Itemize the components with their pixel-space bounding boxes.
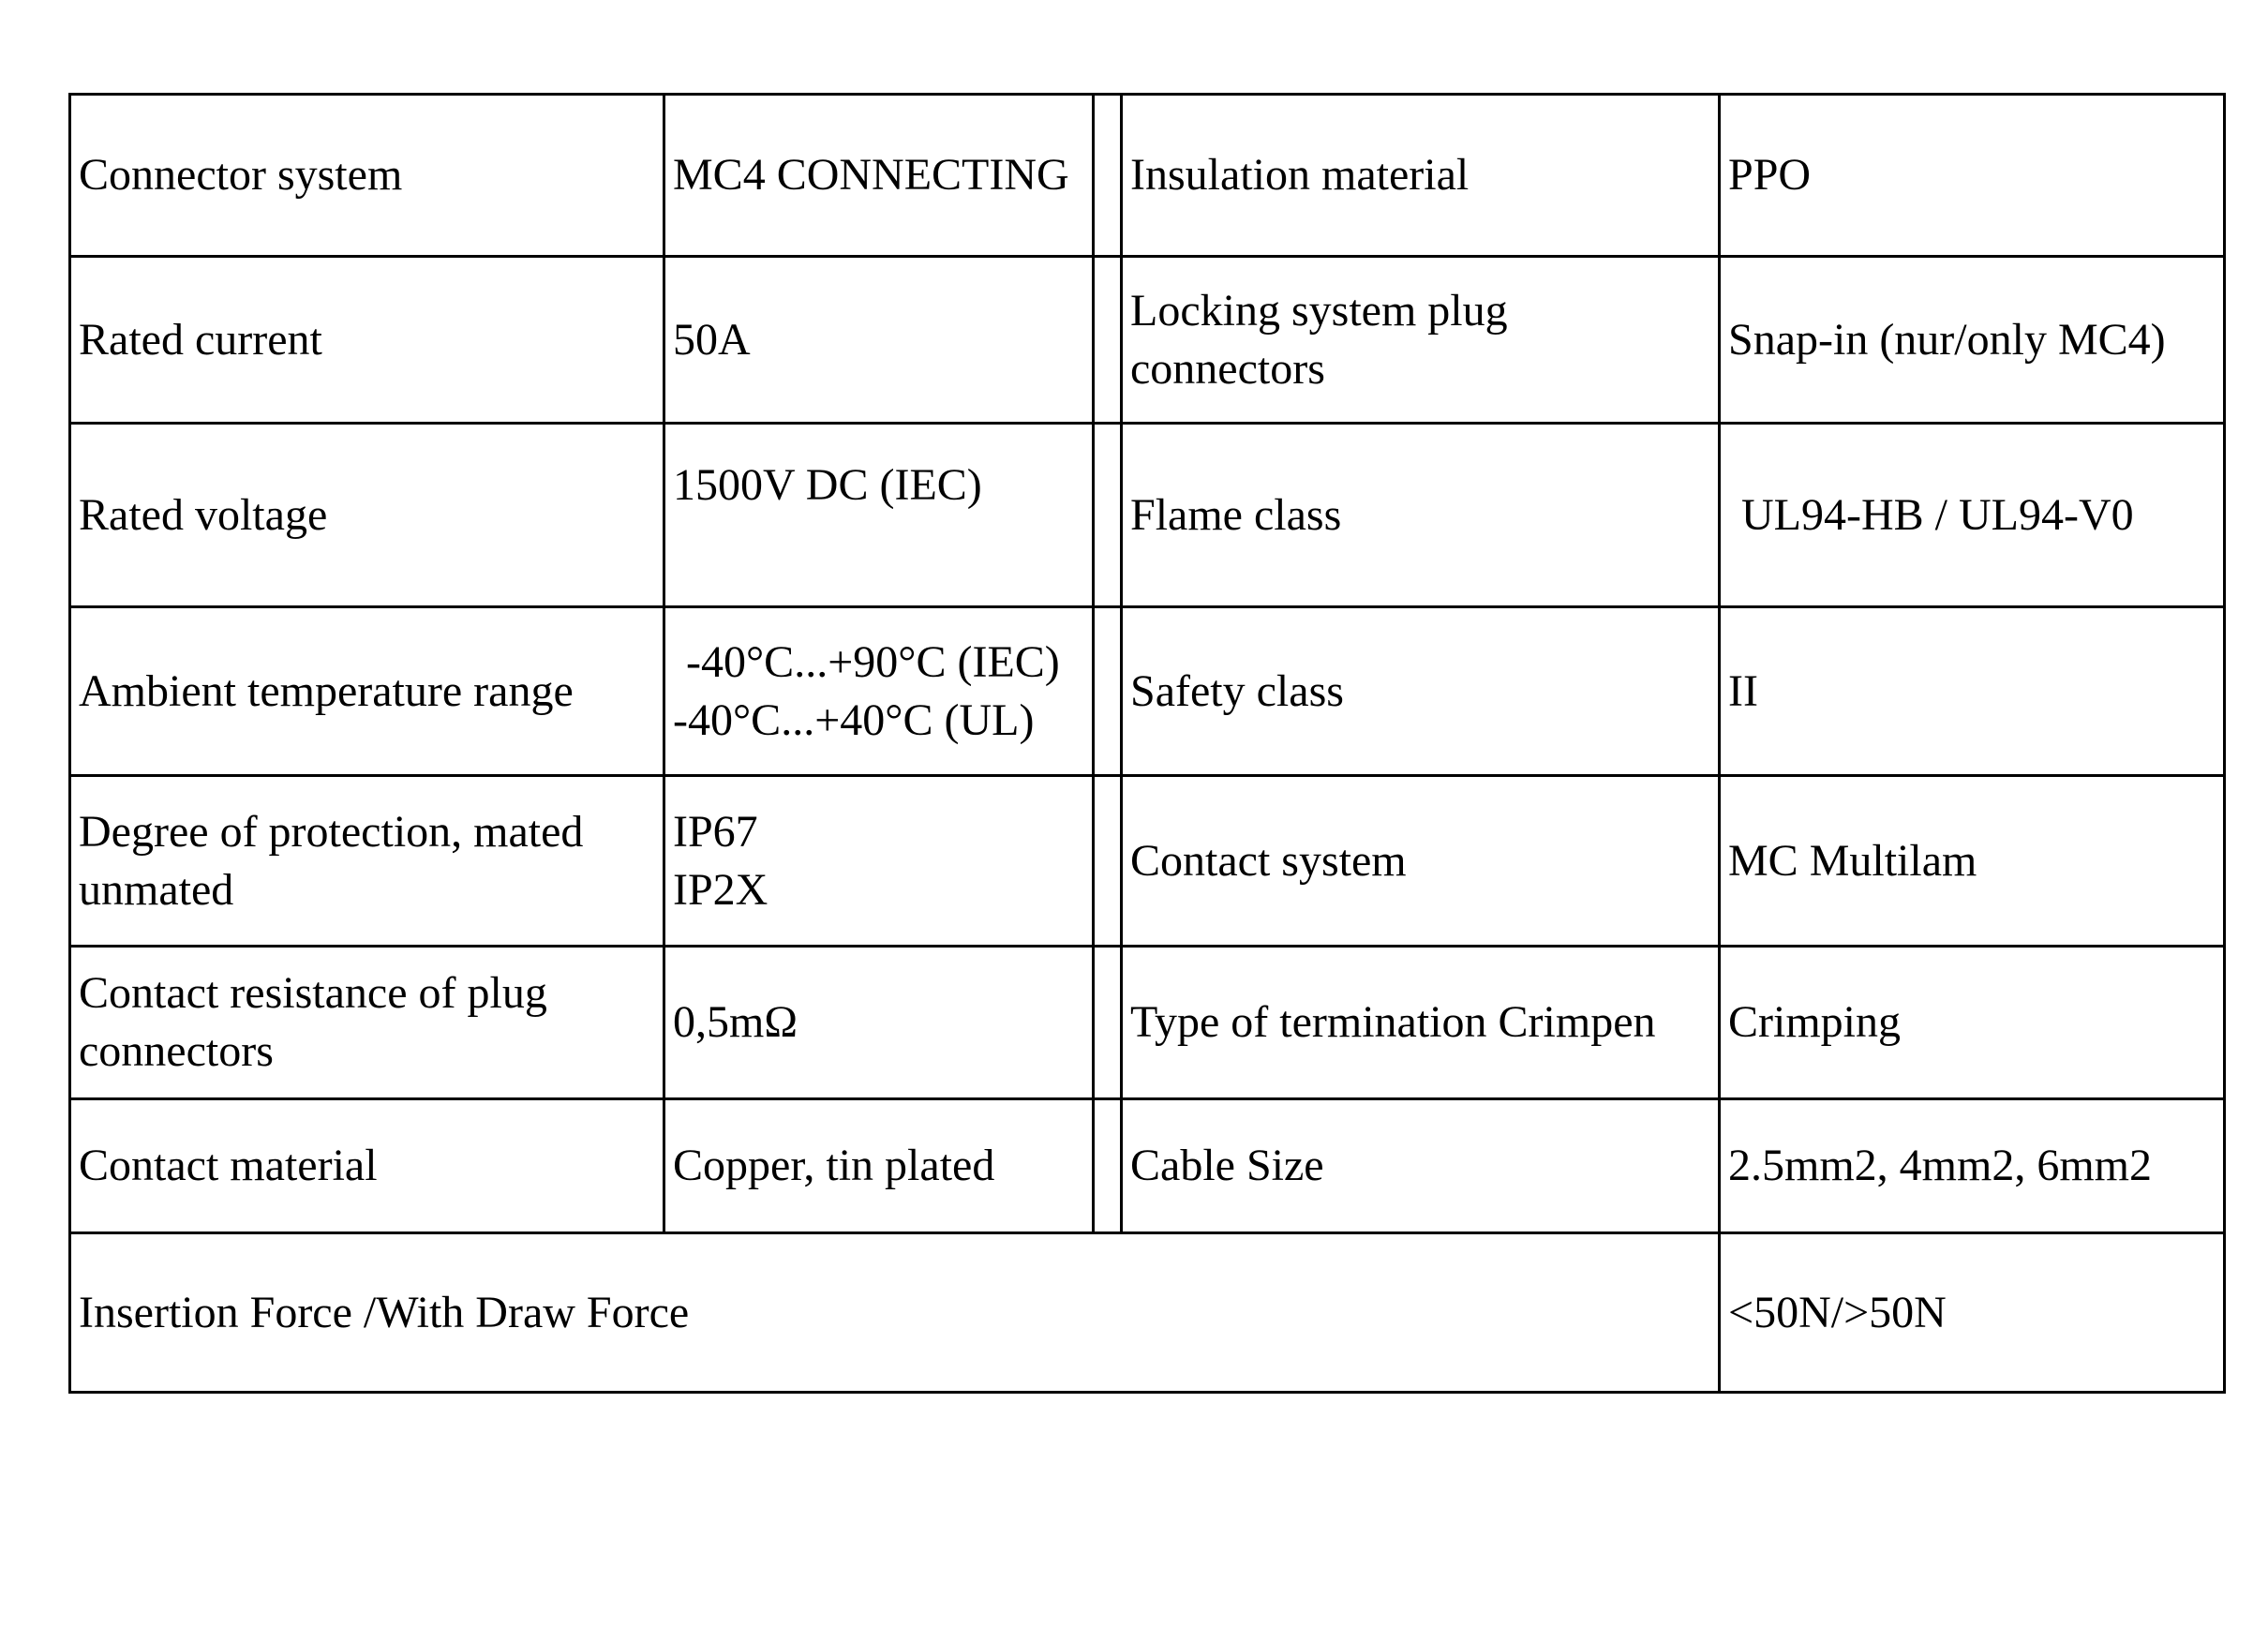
- table-row: [70, 257, 2225, 424]
- left-label-line: unmated: [79, 864, 234, 915]
- right-label-cell: Flame class: [1122, 424, 1720, 607]
- table-row: [70, 776, 2225, 947]
- specification-table: [68, 93, 2226, 1394]
- left-value-line: -40°C...+40°C (UL): [673, 694, 1035, 745]
- left-label-cell: Rated voltage: [70, 424, 664, 607]
- right-label-cell: Type of termination Crimpen: [1122, 947, 1720, 1099]
- footer-label-cell: Insertion Force /With Draw Force: [70, 1233, 1720, 1393]
- right-value-cell: Snap-in (nur/only MC4): [1720, 257, 2225, 424]
- left-label-cell: Contact material: [70, 1099, 664, 1233]
- right-label-cell: Safety class: [1122, 607, 1720, 776]
- left-value-cell: [664, 607, 1094, 776]
- right-label-line: Locking system plug: [1130, 285, 1508, 336]
- left-value-cell: Copper, tin plated: [664, 1099, 1094, 1233]
- table-row: [70, 95, 2225, 257]
- column-divider: [1094, 257, 1122, 424]
- right-value-cell: Crimping: [1720, 947, 2225, 1099]
- left-value-cell: [664, 776, 1094, 947]
- left-value-cell: 50A: [664, 257, 1094, 424]
- right-label-cell: Insulation material: [1122, 95, 1720, 257]
- left-label-cell: Connector system: [70, 95, 664, 257]
- column-divider: [1094, 776, 1122, 947]
- table-row: [70, 424, 2225, 607]
- right-value-cell: UL94-HB / UL94-V0: [1720, 424, 2225, 607]
- column-divider: [1094, 424, 1122, 607]
- table-row: [70, 1099, 2225, 1233]
- left-label-line: connectors: [79, 1026, 274, 1076]
- right-label-line: connectors: [1130, 343, 1325, 394]
- table-row: [70, 607, 2225, 776]
- footer-value-cell: <50N/>50N: [1720, 1233, 2225, 1393]
- left-label-cell: [70, 776, 664, 947]
- left-value-cell: 0,5mΩ: [664, 947, 1094, 1099]
- left-value-cell: MC4 CONNECTING: [664, 95, 1094, 257]
- left-label-cell: Ambient temperature range: [70, 607, 664, 776]
- left-value-line: IP2X: [673, 864, 768, 915]
- table-row: [70, 947, 2225, 1099]
- right-label-cell: Contact system: [1122, 776, 1720, 947]
- column-divider: [1094, 947, 1122, 1099]
- right-value-cell: II: [1720, 607, 2225, 776]
- left-value-line: IP67: [673, 806, 758, 857]
- left-label-line: Degree of protection, mated: [79, 806, 584, 857]
- right-label-cell: [1122, 257, 1720, 424]
- column-divider: [1094, 1099, 1122, 1233]
- right-value-cell: MC Multilam: [1720, 776, 2225, 947]
- left-label-cell: [70, 947, 664, 1099]
- table-row: [70, 1233, 2225, 1393]
- right-value-cell: PPO: [1720, 95, 2225, 257]
- left-value-cell: 1500V DC (IEC): [664, 424, 1094, 607]
- column-divider: [1094, 607, 1122, 776]
- right-value-cell: 2.5mm2, 4mm2, 6mm2: [1720, 1099, 2225, 1233]
- left-value-line: -40°C...+90°C (IEC): [686, 636, 1060, 687]
- left-label-line: Contact resistance of plug: [79, 968, 547, 1018]
- right-label-cell: Cable Size: [1122, 1099, 1720, 1233]
- left-label-cell: Rated current: [70, 257, 664, 424]
- column-divider: [1094, 95, 1122, 257]
